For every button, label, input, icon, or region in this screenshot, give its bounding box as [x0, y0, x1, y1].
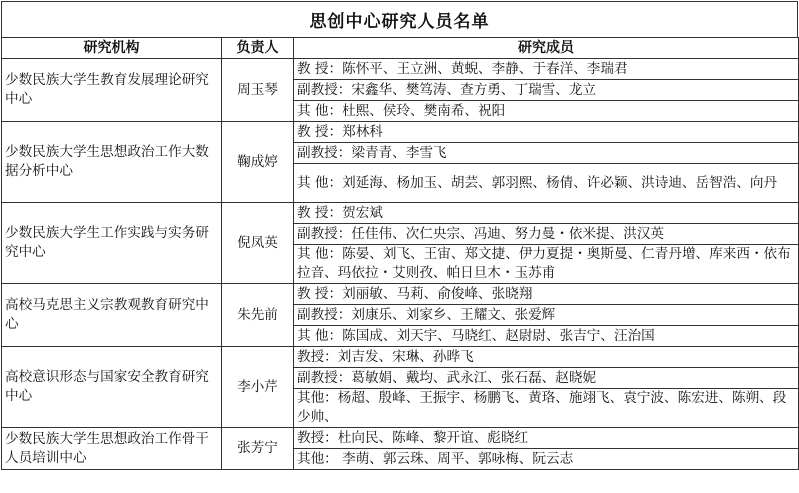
member-cell: 教授：杜向民、陈峰、黎开谊、彪晓红	[294, 428, 799, 449]
table-row	[2, 122, 799, 143]
member-cell: 教 授：郑林科	[294, 122, 799, 143]
center-leader: 鞠成婷	[222, 122, 294, 203]
member-cell: 副教授：葛敏娟、戴均、武永江、张石磊、赵晓妮	[294, 368, 799, 389]
member-cell: 副教授：宋鑫华、樊笃涛、查方勇、丁瑞雪、龙立	[294, 80, 799, 101]
member-cell: 其 他：陈国成、刘天宇、马晓红、赵尉尉、张吉宁、汪治国	[294, 326, 799, 347]
member-cell: 其他：杨超、殷峰、王振宇、杨鹏飞、黄珞、施翊飞、袁宁波、陈宏进、陈朔、段少帅、	[294, 389, 799, 428]
member-cell: 其 他：刘延海、杨加玉、胡芸、郭羽熙、杨倩、许必颖、洪诗迪、岳智浩、向丹	[294, 164, 799, 203]
center-name: 少数民族大学生教育发展理论研究中心	[2, 59, 222, 122]
center-leader: 李小芹	[222, 347, 294, 428]
header-leader: 负责人	[222, 38, 294, 59]
center-leader: 周玉琴	[222, 59, 294, 122]
member-cell: 其 他：杜熙、侯玲、樊南希、祝阳	[294, 101, 799, 122]
member-cell: 教 授：刘丽敏、马莉、俞俊峰、张晓翔	[294, 284, 799, 305]
member-cell: 副教授：刘康乐、刘家乡、王耀文、张爱辉	[294, 305, 799, 326]
member-cell: 教授：刘吉发、宋琳、孙晔飞	[294, 347, 799, 368]
center-leader: 张芳宁	[222, 428, 294, 470]
roster-body	[2, 59, 799, 470]
header-org: 研究机构	[2, 38, 222, 59]
center-name: 高校意识形态与国家安全教育研究中心	[2, 347, 222, 428]
table-row	[2, 59, 799, 80]
roster-table	[1, 37, 799, 470]
table-row	[2, 347, 799, 368]
header-row	[2, 38, 799, 59]
center-name: 少数民族大学生思想政治工作骨干人员培训中心	[2, 428, 222, 470]
table-row	[2, 203, 799, 224]
member-cell: 其 他：陈晏、刘飞、王宙、郑文捷、伊力夏提・奥斯曼、仁青丹增、库来西・依布拉音、玛依拉・艾则孜、帕日旦木・玉苏甫	[294, 245, 799, 284]
member-cell: 副教授：任佳伟、次仁央宗、冯迪、努力曼・依米提、洪汉英	[294, 224, 799, 245]
table-row	[2, 284, 799, 305]
member-cell: 副教授：梁青青、李雪飞	[294, 143, 799, 164]
center-leader: 倪凤英	[222, 203, 294, 284]
page-title: 思创中心研究人员名单	[1, 1, 798, 37]
center-leader: 朱先前	[222, 284, 294, 347]
center-name: 少数民族大学生工作实践与实务研究中心	[2, 203, 222, 284]
member-cell: 教 授：陈怀平、王立洲、黄蜺、李静、于春洋、李瑞君	[294, 59, 799, 80]
center-name: 少数民族大学生思想政治工作大数据分析中心	[2, 122, 222, 203]
member-cell: 其他： 李萌、郭云珠、周平、郭咏梅、阮云志	[294, 449, 799, 470]
member-cell: 教 授：贺宏斌	[294, 203, 799, 224]
center-name: 高校马克思主义宗教观教育研究中心	[2, 284, 222, 347]
table-row	[2, 428, 799, 449]
header-members: 研究成员	[294, 38, 799, 59]
roster-sheet	[1, 1, 798, 470]
